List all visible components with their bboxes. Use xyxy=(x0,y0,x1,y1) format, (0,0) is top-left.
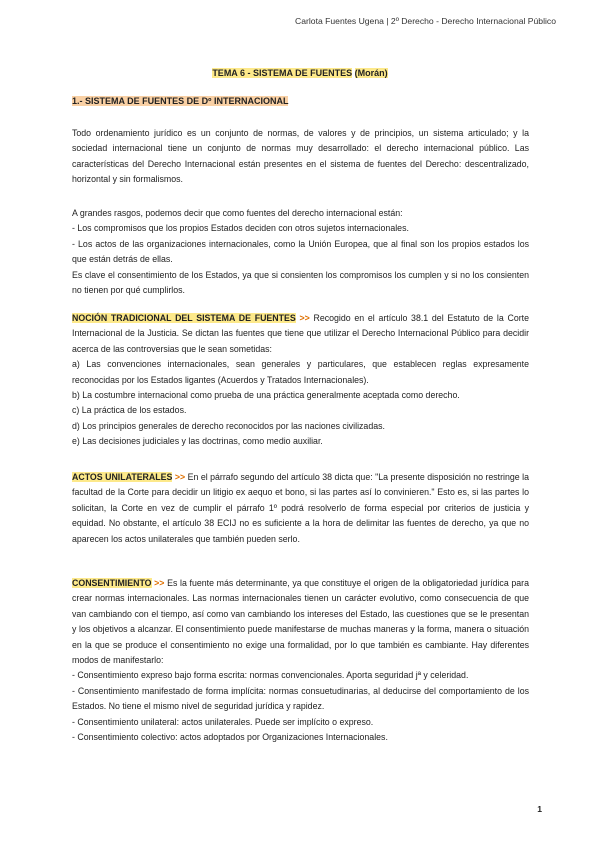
list-item: - Consentimiento unilateral: actos unilaterales. Puede ser implícito o expreso. xyxy=(72,716,374,727)
list-item: c) La práctica de los estados. xyxy=(72,405,187,416)
list-item: d) Los principios generales de derecho reconocidos por las naciones civilizadas. xyxy=(72,420,385,431)
paragraph-sources xyxy=(72,206,529,298)
lead-heading: ACTOS UNILATERALES xyxy=(72,472,173,482)
list-item: b) La costumbre internacional como prueba de una práctica generalmente aceptada como derecho. xyxy=(72,390,460,401)
page-title xyxy=(0,68,600,78)
arrow-icon: >> xyxy=(154,578,165,588)
paragraph-traditional-sources: NOCIÓN TRADICIONAL DEL SISTEMA DE FUENTES >> Recogido en el artículo 38.1 del Estatuto de la Corte Internacional de la Justicia. Se dictan las fuentes que tiene que utilizar el Derecho Internacional Público para decidir acerca de las controversias que le sean sometidas: a) Las convenciones internacionales, sean generales y particulares, que establecen reglas expresamente reconocidas por los Estados ligantes (Acuerdos y Tratados Internacionales). b) La costumbre internacional como prueba de una práctica generalmente aceptada como derecho. c) La práctica de los estados. d) Los principios generales de derecho reconocidos por las naciones civilizadas. e) Las decisiones judiciales y las doctrinas, como medio auxiliar. xyxy=(72,311,529,450)
list-item: - Los compromisos que los propios Estados deciden con otros sujetos internacionales. xyxy=(72,223,409,234)
paragraph-intro: Todo ordenamiento jurídico es un conjunto de normas, de valores y de principios, un sistema articulado; y la sociedad internacional tiene un conjunto de normas muy desarrollado: el derecho internacional público. Las características del Derecho Internacional están presentes en el sistema de fuentes del Derecho: descentralizado, horizontal y sin formalismos. xyxy=(72,128,529,185)
section-heading: 1.- SISTEMA DE FUENTES DE Dº INTERNACIONAL xyxy=(72,96,289,106)
list-item: a) Las convenciones internacionales, sean generales y particulares, que establecen reglas expresamente reconocidas por los Estados ligantes (Acuerdos y Tratados Internacionales). xyxy=(72,359,529,385)
arrow-icon: >> xyxy=(299,313,310,323)
list-item: - Consentimiento expreso bajo forma escrita: normas convencionales. Aporta seguridad jª y celeridad. xyxy=(72,670,469,681)
list-item: e) Las decisiones judiciales y las doctrinas, como medio auxiliar. xyxy=(72,436,323,447)
sources-conclusion: Es clave el consentimiento de los Estados, ya que si consienten los compromisos los cumplen y si no los consienten no tienen por qué cumplirlos. xyxy=(72,269,529,296)
sources-intro: A grandes rasgos, podemos decir que como fuentes del derecho internacional están: xyxy=(72,208,403,218)
page-number: 1 xyxy=(537,804,542,814)
paragraph-consent: CONSENTIMIENTO >> Es la fuente más determinante, ya que constituye el origen de la obligatoriedad jurídica para crear normas internacionales. Las normas internacionales tienen un carácter evolutivo, como consecuencia de que van cambiando con el tiempo, así como van cambiando los intereses del Estado, las cuestiones que se le presentan y los objetivos a alcanzar. El consentimiento puede manifestarse de muchas maneras y la forma, manera o situación en la que se produce el consentimiento no exige una formalidad, por lo que también es cambiante. Hay diferentes modos de manifestarlo: - Consentimiento expreso bajo forma escrita: normas convencionales. Aporta seguridad jª y celeridad. - Consentimiento manifestado de forma implícita: normas consuetudinarias, al deducirse del comportamiento de los Estados. No tiene el mismo nivel de seguridad jurídica y rapidez. - Consentimiento unilateral: actos unilaterales. Puede ser implícito o expreso. - Consentimiento colectivo: actos adoptados por Organizaciones Internacionales. xyxy=(72,576,529,745)
paragraph-unilateral-acts: ACTOS UNILATERALES >> En el párrafo segundo del artículo 38 dicta que: "La presente disposición no restringe la facultad de la Corte para decidir un litigio ex aequo et bono, si las partes así lo convinieren." Esto es, si las partes lo solicitan, la Corte en vez de cumplir el párrafo 1º podrá resolverlo de forma especial por criterios de justicia y equidad. No obstante, el artículo 38 ECIJ no es suficiente a la hora de delimitar las fuentes de derecho, ya que no aparecen los actos unilaterales que también pueden serlo. xyxy=(72,472,529,544)
list-item: - Consentimiento manifestado de forma implícita: normas consuetudinarias, al deducirse del comportamiento de los Estados. No tiene el mismo nivel de seguridad jurídica y rapidez. xyxy=(72,685,529,712)
title-main: TEMA 6 - SISTEMA DE FUENTES xyxy=(212,68,353,78)
list-item: - Los actos de las organizaciones internacionales, como la Unión Europea, que al final son los propios estados los que están detrás de ellas. xyxy=(72,238,529,265)
arrow-icon: >> xyxy=(174,472,186,482)
lead-heading: CONSENTIMIENTO xyxy=(72,578,152,588)
title-suffix: (Morán) xyxy=(354,68,388,78)
page-header: Carlota Fuentes Ugena | 2º Derecho - Derecho Internacional Público xyxy=(295,16,556,26)
list-item: - Consentimiento colectivo: actos adoptados por Organizaciones Internacionales. xyxy=(72,732,388,743)
lead-heading: NOCIÓN TRADICIONAL DEL SISTEMA DE FUENTES xyxy=(72,313,296,323)
